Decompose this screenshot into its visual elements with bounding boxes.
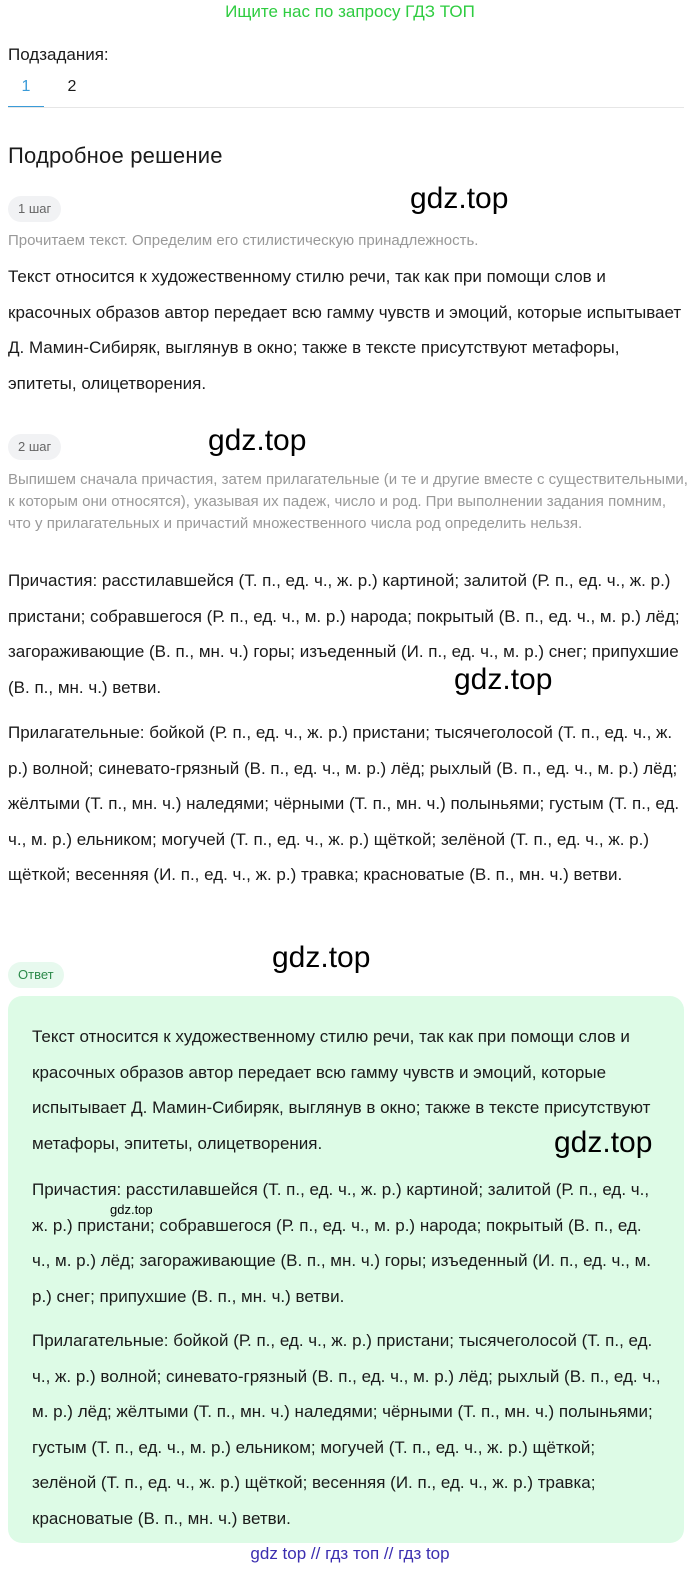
step-paragraph: Причастия: расстилавшейся (Т. п., ед. ч., ж. р.) картиной; залитой (Р. п., ед. ч., ж. р.) пристани; собравшегося (Р. п., ед. ч., м. р.) народа; покрытый (В. п., ед. ч., м. р.) лёд; загораживающие (В. п., мн. ч.) горы; изъеденный (И. п., ед. ч., м. р.) снег; припухшие (В. п., мн. ч.) ветви. bbox=[8, 571, 680, 697]
step-badge: 2 шаг bbox=[8, 434, 61, 460]
step-paragraph: Текст относится к художественному стилю речи, так как при помощи слов и красочных образов автор передает всю гамму чувств и эмоций, которые испытывает Д. Мамин-Сибиряк, выглянув в окно; также в тексте присутствуют метафоры, эпитеты, олицетворения. bbox=[8, 267, 682, 393]
subtasks-label: Подзадания: bbox=[8, 45, 109, 64]
section-title: Подробное решение bbox=[8, 143, 223, 168]
tab-subtask-2[interactable]: 2 bbox=[67, 78, 77, 95]
step-hint: Прочитаем текст. Определим его стилистическую принадлежность. bbox=[8, 232, 479, 249]
watermark: gdz.top bbox=[110, 1202, 153, 1217]
answer-badge: Ответ bbox=[8, 962, 64, 988]
promo-banner[interactable]: Ищите нас по запросу ГДЗ ТОП bbox=[225, 2, 475, 21]
watermark: gdz.top bbox=[272, 941, 371, 974]
answer-paragraph: Прилагательные: бойкой (Р. п., ед. ч., ж. р.) пристани; тысячеголосой (Т. п., ед. ч., ж. р.) волной; синевато-грязный (В. п., ед. ч., м. р.) лёд; рыхлый (В. п., ед. ч., м. р.) лёд; жёлтыми (Т. п., мн. ч.) наледями; чёрными (Т. п., мн. ч.) полыньями; густым (Т. п., ед. ч., м. р.) ельником; могучей (Т. п., ед. ч., ж. р.) щёткой; зелёной (Т. п., ед. ч., ж. р.) щёткой; весенняя (И. п., ед. ч., ж. р.) травка; красноватые (В. п., мн. ч.) ветви. bbox=[32, 1331, 661, 1528]
step-paragraph: Прилагательные: бойкой (Р. п., ед. ч., ж. р.) пристани; тысячеголосой (Т. п., ед. ч., ж. р.) волной; синевато-грязный (В. п., ед. ч., м. р.) лёд; рыхлый (В. п., ед. ч., м. р.) лёд; жёлтыми (Т. п., мн. ч.) наледями; чёрными (Т. п., мн. ч.) полыньями; густым (Т. п., ед. ч., м. р.) ельником; могучей (Т. п., ед. ч., ж. р.) щёткой; зелёной (Т. п., ед. ч., ж. р.) щёткой; весенняя (И. п., ед. ч., ж. р.) травка; красноватые (В. п., мн. ч.) ветви. bbox=[8, 723, 680, 884]
watermark: gdz.top bbox=[554, 1126, 653, 1159]
watermark: gdz.top bbox=[454, 663, 553, 696]
step-hint: Выпишем сначала причастия, затем прилагательные (и те и другие вместе с существительными, к которым они относятся), указывая их падеж, число и род. При выполнении задания помним, что у прилагательных и причастий множественного числа род определить нельзя. bbox=[8, 471, 688, 532]
step-badge: 1 шаг bbox=[8, 196, 61, 222]
answer-paragraph: Причастия: расстилавшейся (Т. п., ед. ч., ж. р.) картиной; залитой (Р. п., ед. ч., ж. р.) пристани; собравшегося (Р. п., ед. ч., м. р.) народа; покрытый (В. п., ед. ч., м. р.) лёд; загораживающие (В. п., мн. ч.) горы; изъеденный (И. п., ед. ч., м. р.) снег; припухшие (В. п., мн. ч.) ветви. bbox=[32, 1180, 651, 1306]
tab-subtask-1[interactable]: 1 bbox=[8, 76, 44, 108]
divider bbox=[8, 107, 684, 108]
answer-paragraph: Текст относится к художественному стилю речи, так как при помощи слов и красочных образов автор передает всю гамму чувств и эмоций, которые испытывает Д. Мамин-Сибиряк, выглянув в окно; также в тексте присутствуют метафоры, эпитеты, олицетворения. bbox=[32, 1027, 651, 1153]
watermark: gdz.top bbox=[410, 182, 509, 215]
answer-box bbox=[8, 996, 684, 1543]
watermark: gdz.top bbox=[208, 424, 307, 457]
footer-links[interactable]: gdz top // гдз топ // гдз top bbox=[250, 1544, 450, 1563]
